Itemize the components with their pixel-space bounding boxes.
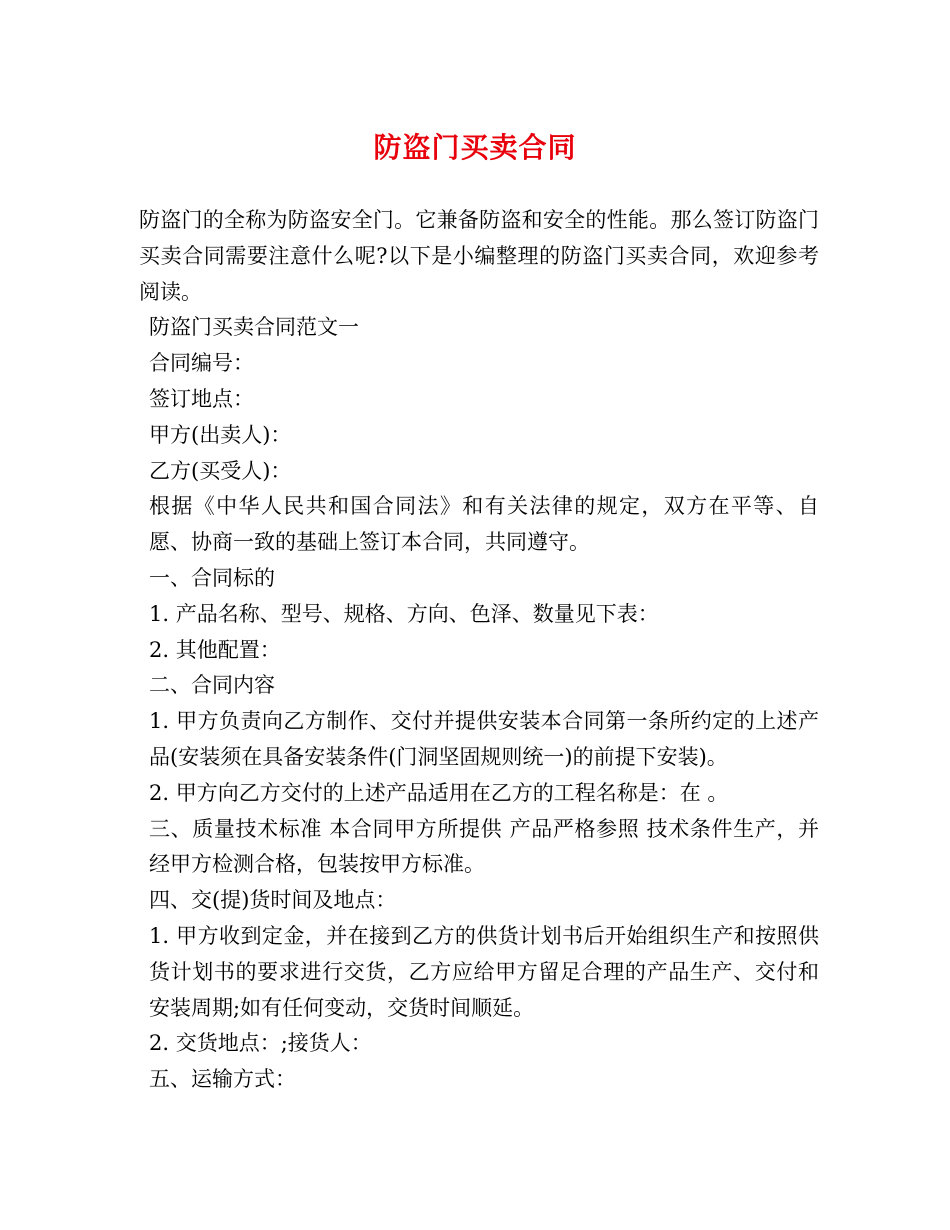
section-1-heading: 一、合同标的 (149, 565, 275, 590)
section-1-item-2: 2. 其他配置： (149, 637, 281, 662)
section-4-heading: 四、交(提)货时间及地点： (149, 888, 397, 913)
section-5-heading: 五、运输方式： (149, 1067, 296, 1092)
party-b-line: 乙方(买受人)： (149, 458, 292, 483)
section-4-item-2: 2. 交货地点：;接货人： (149, 1031, 372, 1056)
section-1-item-1: 1. 产品名称、型号、规格、方向、色泽、数量见下表： (149, 601, 659, 626)
section-3-paragraph: 三、质量技术标准 本合同甲方所提供 产品严格参照 技术条件生产，并经甲方检测合格，包装按甲方标准。 (149, 816, 819, 877)
section-2-item-1: 1. 甲方负责向乙方制作、交付并提供安装本合同第一条所约定的上述产品(安装须在具备安装条件(门洞坚固规则统一)的前提下安装)。 (149, 709, 819, 769)
sample-heading: 防盗门买卖合同范文一 (149, 315, 359, 340)
document-title: 防盗门买卖合同 (373, 131, 577, 164)
section-4-item-1: 1. 甲方收到定金，并在接到乙方的供货计划书后开始组织生产和按照供货计划书的要求进行交货，乙方应给甲方留足合理的产品生产、交付和安装周期;如有任何变动，交货时间顺延。 (149, 923, 819, 1020)
legal-basis-paragraph: 根据《中华人民共和国合同法》和有关法律的规定，双方在平等、自愿、协商一致的基础上签订本合同，共同遵守。 (149, 494, 819, 555)
signing-place-line: 签订地点： (149, 386, 254, 411)
intro-paragraph: 防盗门的全称为防盗安全门。它兼备防盗和安全的性能。那么签订防盗门买卖合同需要注意什么呢?以下是小编整理的防盗门买卖合同，欢迎参考阅读。 (139, 208, 819, 304)
document-body (139, 203, 819, 1098)
section-2-item-2: 2. 甲方向乙方交付的上述产品适用在乙方的工程名称是：在 。 (149, 780, 729, 805)
party-a-line: 甲方(出卖人)： (149, 422, 292, 447)
contract-number-line: 合同编号： (149, 351, 254, 376)
section-2-heading: 二、合同内容 (149, 673, 275, 698)
